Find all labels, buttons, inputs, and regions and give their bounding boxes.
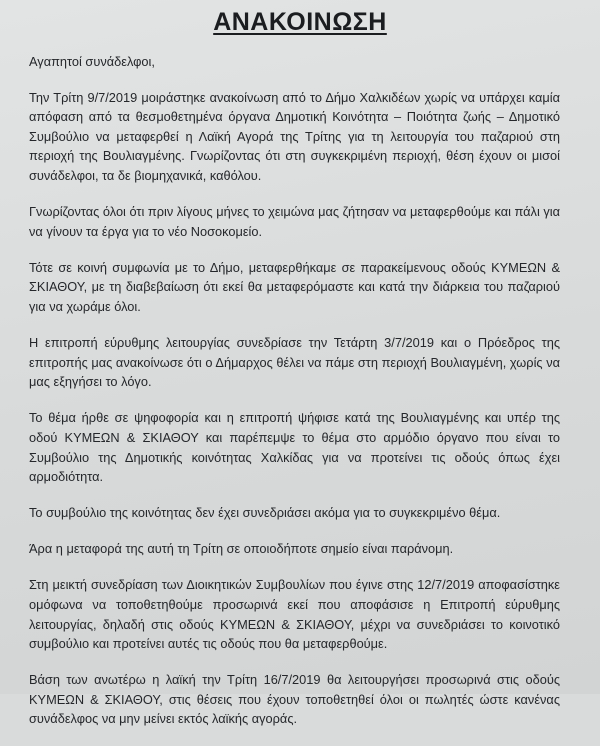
paragraph-7: Άρα η μεταφορά της αυτή τη Τρίτη σε οποιοδήποτε σημείο είναι παράνομη.	[29, 541, 454, 557]
paragraph-3: Τότε σε κοινή συμφωνία με το Δήμο, μεταφερθήκαμε σε παρακείμενους οδούς ΚΥΜΕΩΝ & ΣΚΙΑΘΟΥ, με τη διαβεβαίωση ότι εκεί θα μεταφερόμαστε και κατά την διάρκεια του παζαριού για να χωράμε όλοι.	[29, 259, 560, 314]
greeting: Αγαπητοί συνάδελφοι,	[29, 54, 155, 69]
paragraph-6: Το συμβούλιο της κοινότητας δεν έχει συνεδριάσει ακόμα για το συγκεκριμένο θέμα.	[29, 505, 501, 521]
paragraph-4: Η επιτροπή εύρυθμης λειτουργίας συνεδρίασε την Τετάρτη 3/7/2019 και ο Πρόεδρος της επιτροπής μας ανακοίνωσε ότι ο Δήμαρχος θέλει να πάμε στη περιοχή Βουλιαγμένη, χωρίς να μας εξηγήσει το λόγο.	[29, 335, 560, 390]
paragraph-2: Γνωρίζοντας όλοι ότι πριν λίγους μήνες το χειμώνα μας ζήτησαν να μεταφερθούμε και πάλι για να γίνουν τα έργα για το νέο Νοσοκομείο.	[29, 204, 560, 239]
paragraph-5: Το θέμα ήρθε σε ψηφοφορία και η επιτροπή ψήφισε κατά της Βουλιαγμένης και υπέρ της οδού ΚΥΜΕΩΝ & ΣΚΙΑΘΟΥ και παρέπεμψε το θέμα στο αρμόδιο όργανο που είναι το Συμβούλιο της Δημοτικής κοινότητας Χαλκίδας για να προτείνει τις οδούς όπως έχει αρμοδιότητα.	[29, 410, 560, 485]
document-title	[0, 8, 600, 37]
document-body	[29, 52, 560, 746]
paragraph-9: Βάση των ανωτέρω η λαϊκή την Τρίτη 16/7/2019 θα λειτουργήσει προσωρινά στις οδούς ΚΥΜΕΩΝ & ΣΚΙΑΘΟΥ, στις θέσεις που έχουν τοποθετηθεί όλοι οι πωλητές ώστε κανένας συνάδελφος να μην μείνει εκτός λαϊκής αγοράς.	[29, 672, 560, 727]
paragraph-8: Στη μεικτή συνεδρίαση των Διοικητικών Συμβουλίων που έγινε στης 12/7/2019 αποφασίστηκε ομόφωνα να τοποθετηθούμε προσωρινά εκεί που αποφάσισε η Επιτροπή εύρυθμης λειτουργίας, δηλαδή στις οδούς ΚΥΜΕΩΝ & ΣΚΙΑΘΟΥ, μέχρι να συνεδριάσει το κοινοτικό συμβούλιο και προτείνει αυτές τις οδούς που θα μεταφερθούμε.	[29, 577, 560, 652]
paragraph-1: Την Τρίτη 9/7/2019 μοιράστηκε ανακοίνωση από το Δήμο Χαλκιδέων χωρίς να υπάρχει καμία απόφαση από τα θεσμοθετημένα όργανα Δημοτική Κοινότητα – Ποιότητα ζωής – Δημοτικό Συμβούλιο να μεταφερθεί η Λαϊκή Αγορά της Τρίτης για τη λειτουργία του παζαριού στη περιοχή της Βουλιαγμένης. Γνωρίζοντας ότι στη συγκεκριμένη περιοχή, θέση έχουν οι μισοί συνάδελφοι, τα δε βιομηχανικά, καθόλου.	[29, 89, 560, 183]
document-title-text: ΑΝΑΚΟΙΝΩΣΗ	[213, 8, 387, 36]
